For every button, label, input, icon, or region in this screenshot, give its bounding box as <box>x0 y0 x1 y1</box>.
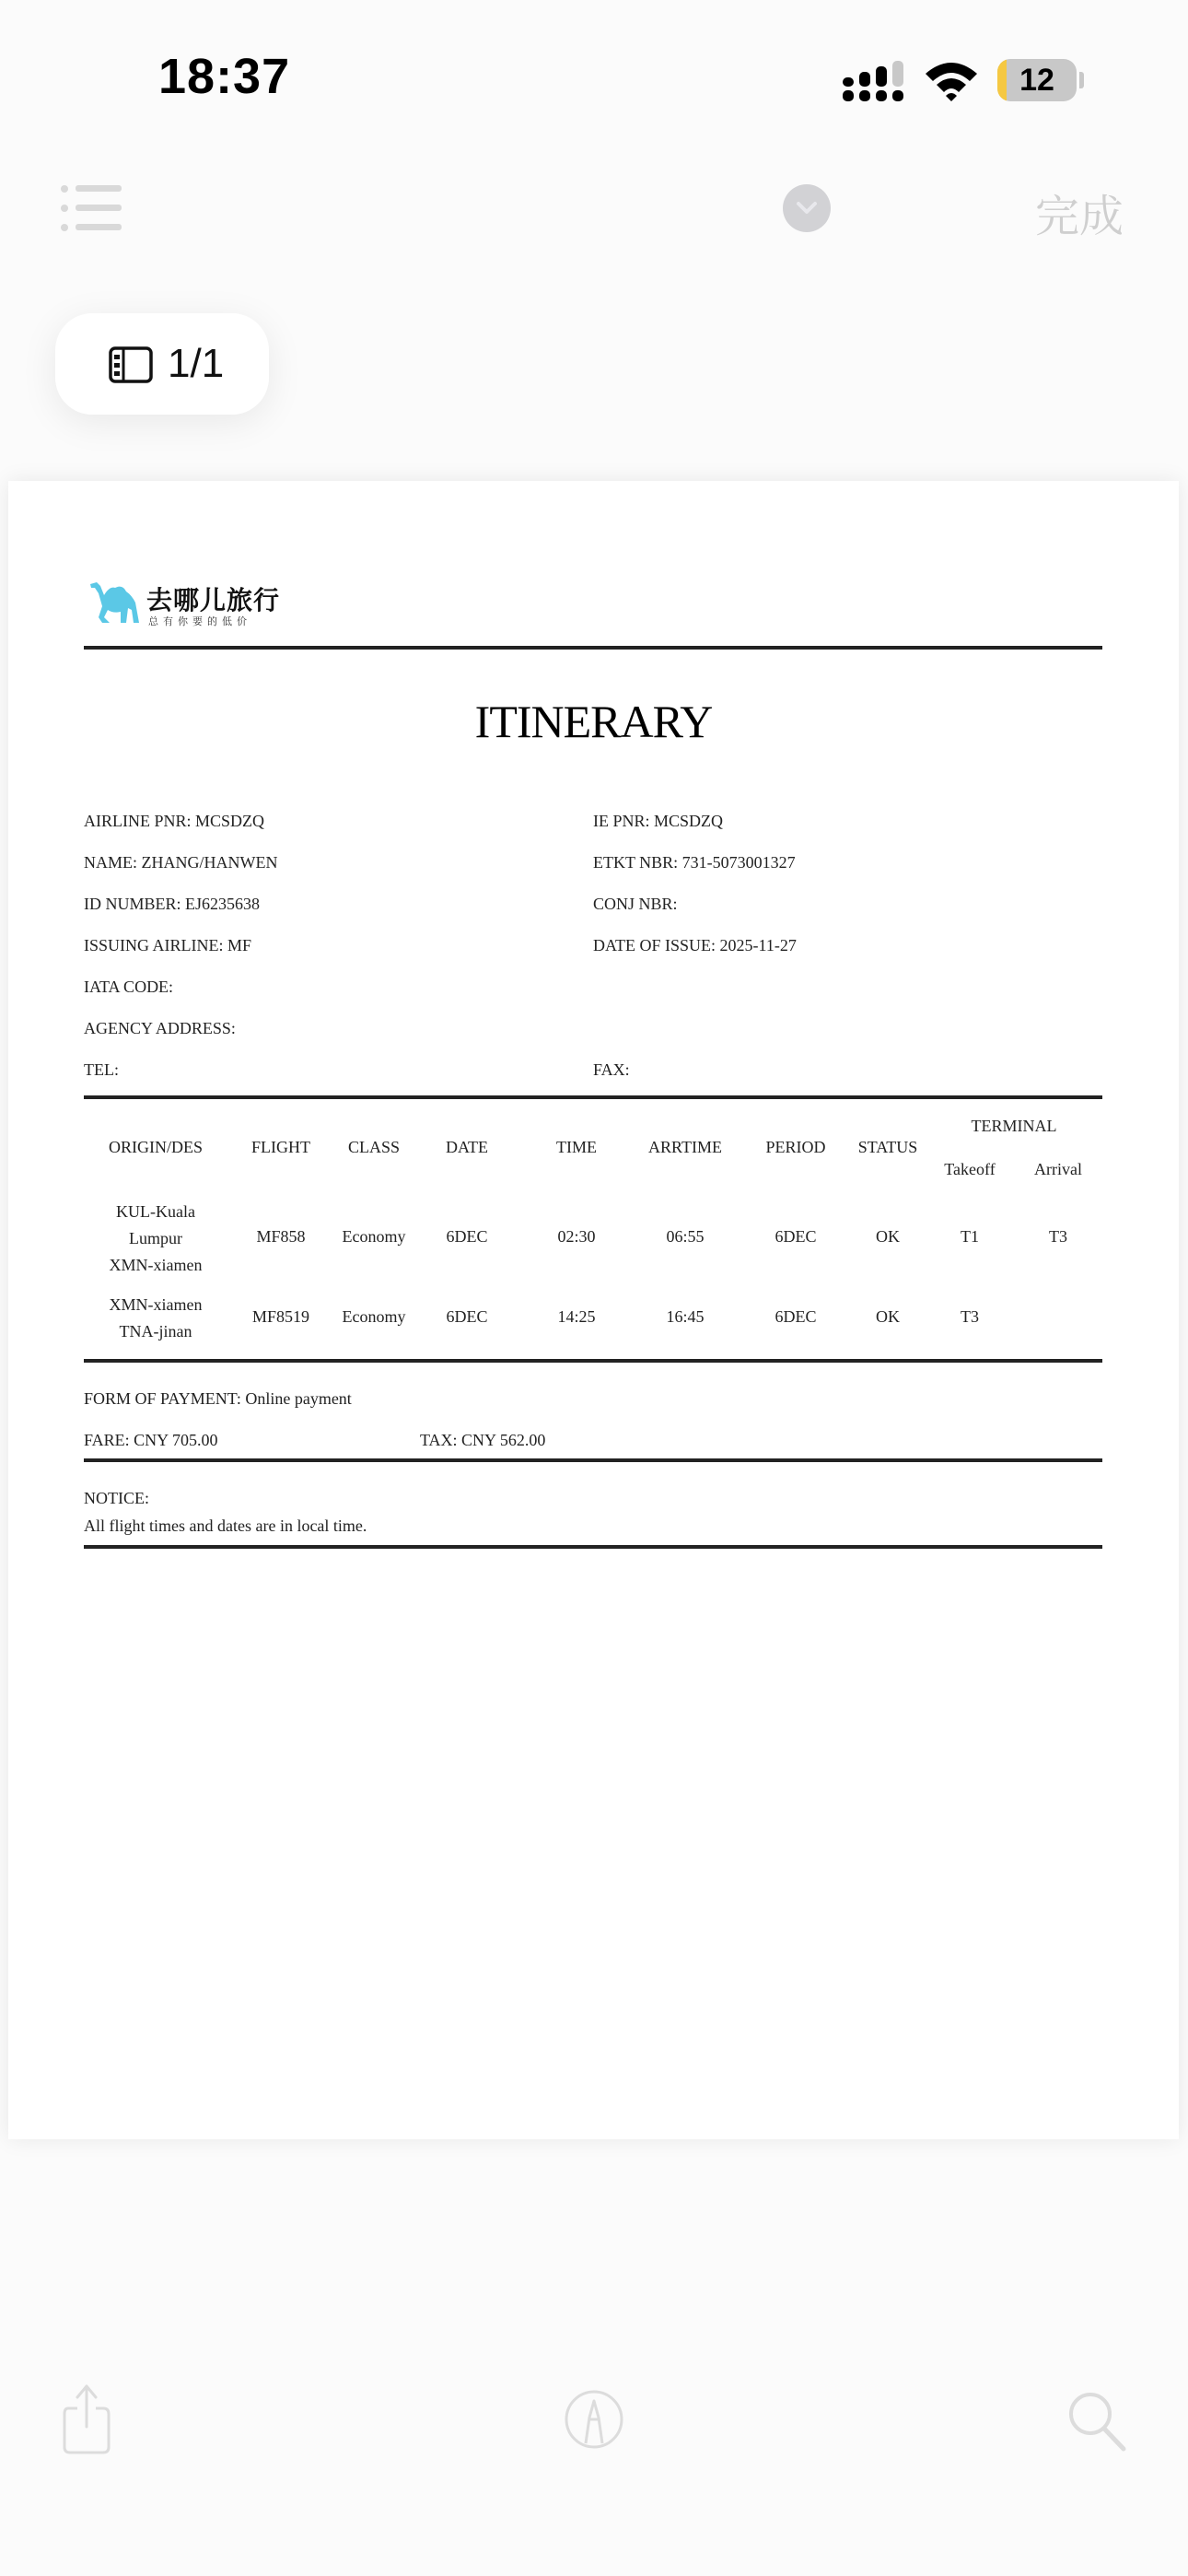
cell-period: 6DEC <box>775 1227 817 1246</box>
page-indicator[interactable] <box>55 313 269 415</box>
header-origin-des: ORIGIN/DES <box>109 1138 203 1156</box>
header-arrival: Arrival <box>1034 1160 1082 1178</box>
done-button[interactable]: 完成 <box>1035 193 1124 241</box>
page-count: 1/1 <box>168 341 225 386</box>
cell-time: 02:30 <box>557 1227 596 1246</box>
search-icon[interactable] <box>1066 2390 1127 2453</box>
battery-level: 12 <box>1019 63 1054 98</box>
cell-flight: MF858 <box>256 1227 306 1246</box>
header-status: STATUS <box>857 1138 918 1156</box>
chevron-down-icon <box>783 184 831 232</box>
conj-number: CONJ NBR: <box>593 895 678 913</box>
agency-address: AGENCY ADDRESS: <box>84 1019 236 1037</box>
iata-code: IATA CODE: <box>84 978 174 996</box>
passenger-name: NAME: ZHANG/HANWEN <box>84 853 278 872</box>
battery-icon <box>997 59 1077 101</box>
cell-status: OK <box>876 1227 900 1246</box>
header-arrtime: ARRTIME <box>648 1138 722 1156</box>
cell-arrival: T3 <box>1049 1227 1067 1246</box>
cell-takeoff: T1 <box>961 1227 979 1246</box>
header-class: CLASS <box>347 1138 401 1156</box>
cell-flight: MF8519 <box>251 1307 310 1326</box>
tax: TAX: CNY 562.00 <box>420 1431 546 1449</box>
wifi-icon <box>924 59 979 101</box>
origin-line: KUL-Kuala <box>116 1202 195 1221</box>
header-period: PERIOD <box>765 1138 826 1156</box>
cell-time: 14:25 <box>557 1307 596 1326</box>
logo <box>89 579 292 630</box>
brand-name: 去哪儿旅行 <box>146 585 281 615</box>
header-flight: FLIGHT <box>251 1138 310 1156</box>
list-icon[interactable] <box>61 184 123 232</box>
airline-pnr: AIRLINE PNR: MCSDZQ <box>84 812 265 830</box>
document-title: ITINERARY <box>474 696 713 747</box>
etkt-number: ETKT NBR: 731-5073001327 <box>593 853 796 872</box>
header-time: TIME <box>556 1138 597 1156</box>
header-date: DATE <box>446 1138 488 1156</box>
share-icon[interactable] <box>59 2383 114 2454</box>
cell-date: 6DEC <box>446 1227 488 1246</box>
camel-icon <box>89 582 141 625</box>
notice-label: NOTICE: <box>84 1489 149 1507</box>
status-time: 18:37 <box>158 49 291 104</box>
cell-date: 6DEC <box>446 1307 488 1326</box>
cell-takeoff: T3 <box>961 1307 979 1326</box>
divider <box>84 1359 1102 1363</box>
origin-line: XMN-xiamen <box>109 1295 203 1314</box>
battery-tip <box>1079 72 1084 88</box>
cell-origin-des <box>110 1199 203 1279</box>
origin-line: TNA-jinan <box>119 1322 192 1341</box>
divider <box>84 1545 1102 1549</box>
cellular-signal-icon <box>843 61 903 101</box>
cell-origin-des <box>110 1292 203 1345</box>
collapse-button[interactable] <box>783 184 831 232</box>
markup-icon[interactable] <box>564 2388 624 2451</box>
notice-text: All flight times and dates are in local time. <box>84 1516 367 1535</box>
origin-line: Lumpur <box>128 1229 182 1247</box>
issuing-airline: ISSUING AIRLINE: MF <box>84 936 252 954</box>
origin-line: XMN-xiamen <box>109 1256 203 1274</box>
cell-class: Economy <box>342 1227 406 1246</box>
fare: FARE: CNY 705.00 <box>84 1431 218 1449</box>
sidebar-icon <box>109 346 153 383</box>
date-of-issue: DATE OF ISSUE: 2025-11-27 <box>593 936 797 954</box>
tel: TEL: <box>84 1060 119 1079</box>
id-number: ID NUMBER: EJ6235638 <box>84 895 261 913</box>
divider <box>84 646 1102 650</box>
ie-pnr: IE PNR: MCSDZQ <box>593 812 724 830</box>
cell-status: OK <box>876 1307 900 1326</box>
cell-period: 6DEC <box>775 1307 817 1326</box>
divider <box>84 1458 1102 1462</box>
form-of-payment: FORM OF PAYMENT: Online payment <box>84 1389 352 1408</box>
header-takeoff: Takeoff <box>944 1160 996 1178</box>
cell-arrtime: 06:55 <box>666 1227 705 1246</box>
fax: FAX: <box>593 1060 630 1079</box>
brand-tagline: 总有你要的低价 <box>148 615 251 627</box>
cell-class: Economy <box>342 1307 406 1326</box>
document-page <box>8 481 1179 2139</box>
header-terminal: TERMINAL <box>971 1117 1057 1135</box>
cell-arrtime: 16:45 <box>666 1307 705 1326</box>
divider <box>84 1095 1102 1099</box>
